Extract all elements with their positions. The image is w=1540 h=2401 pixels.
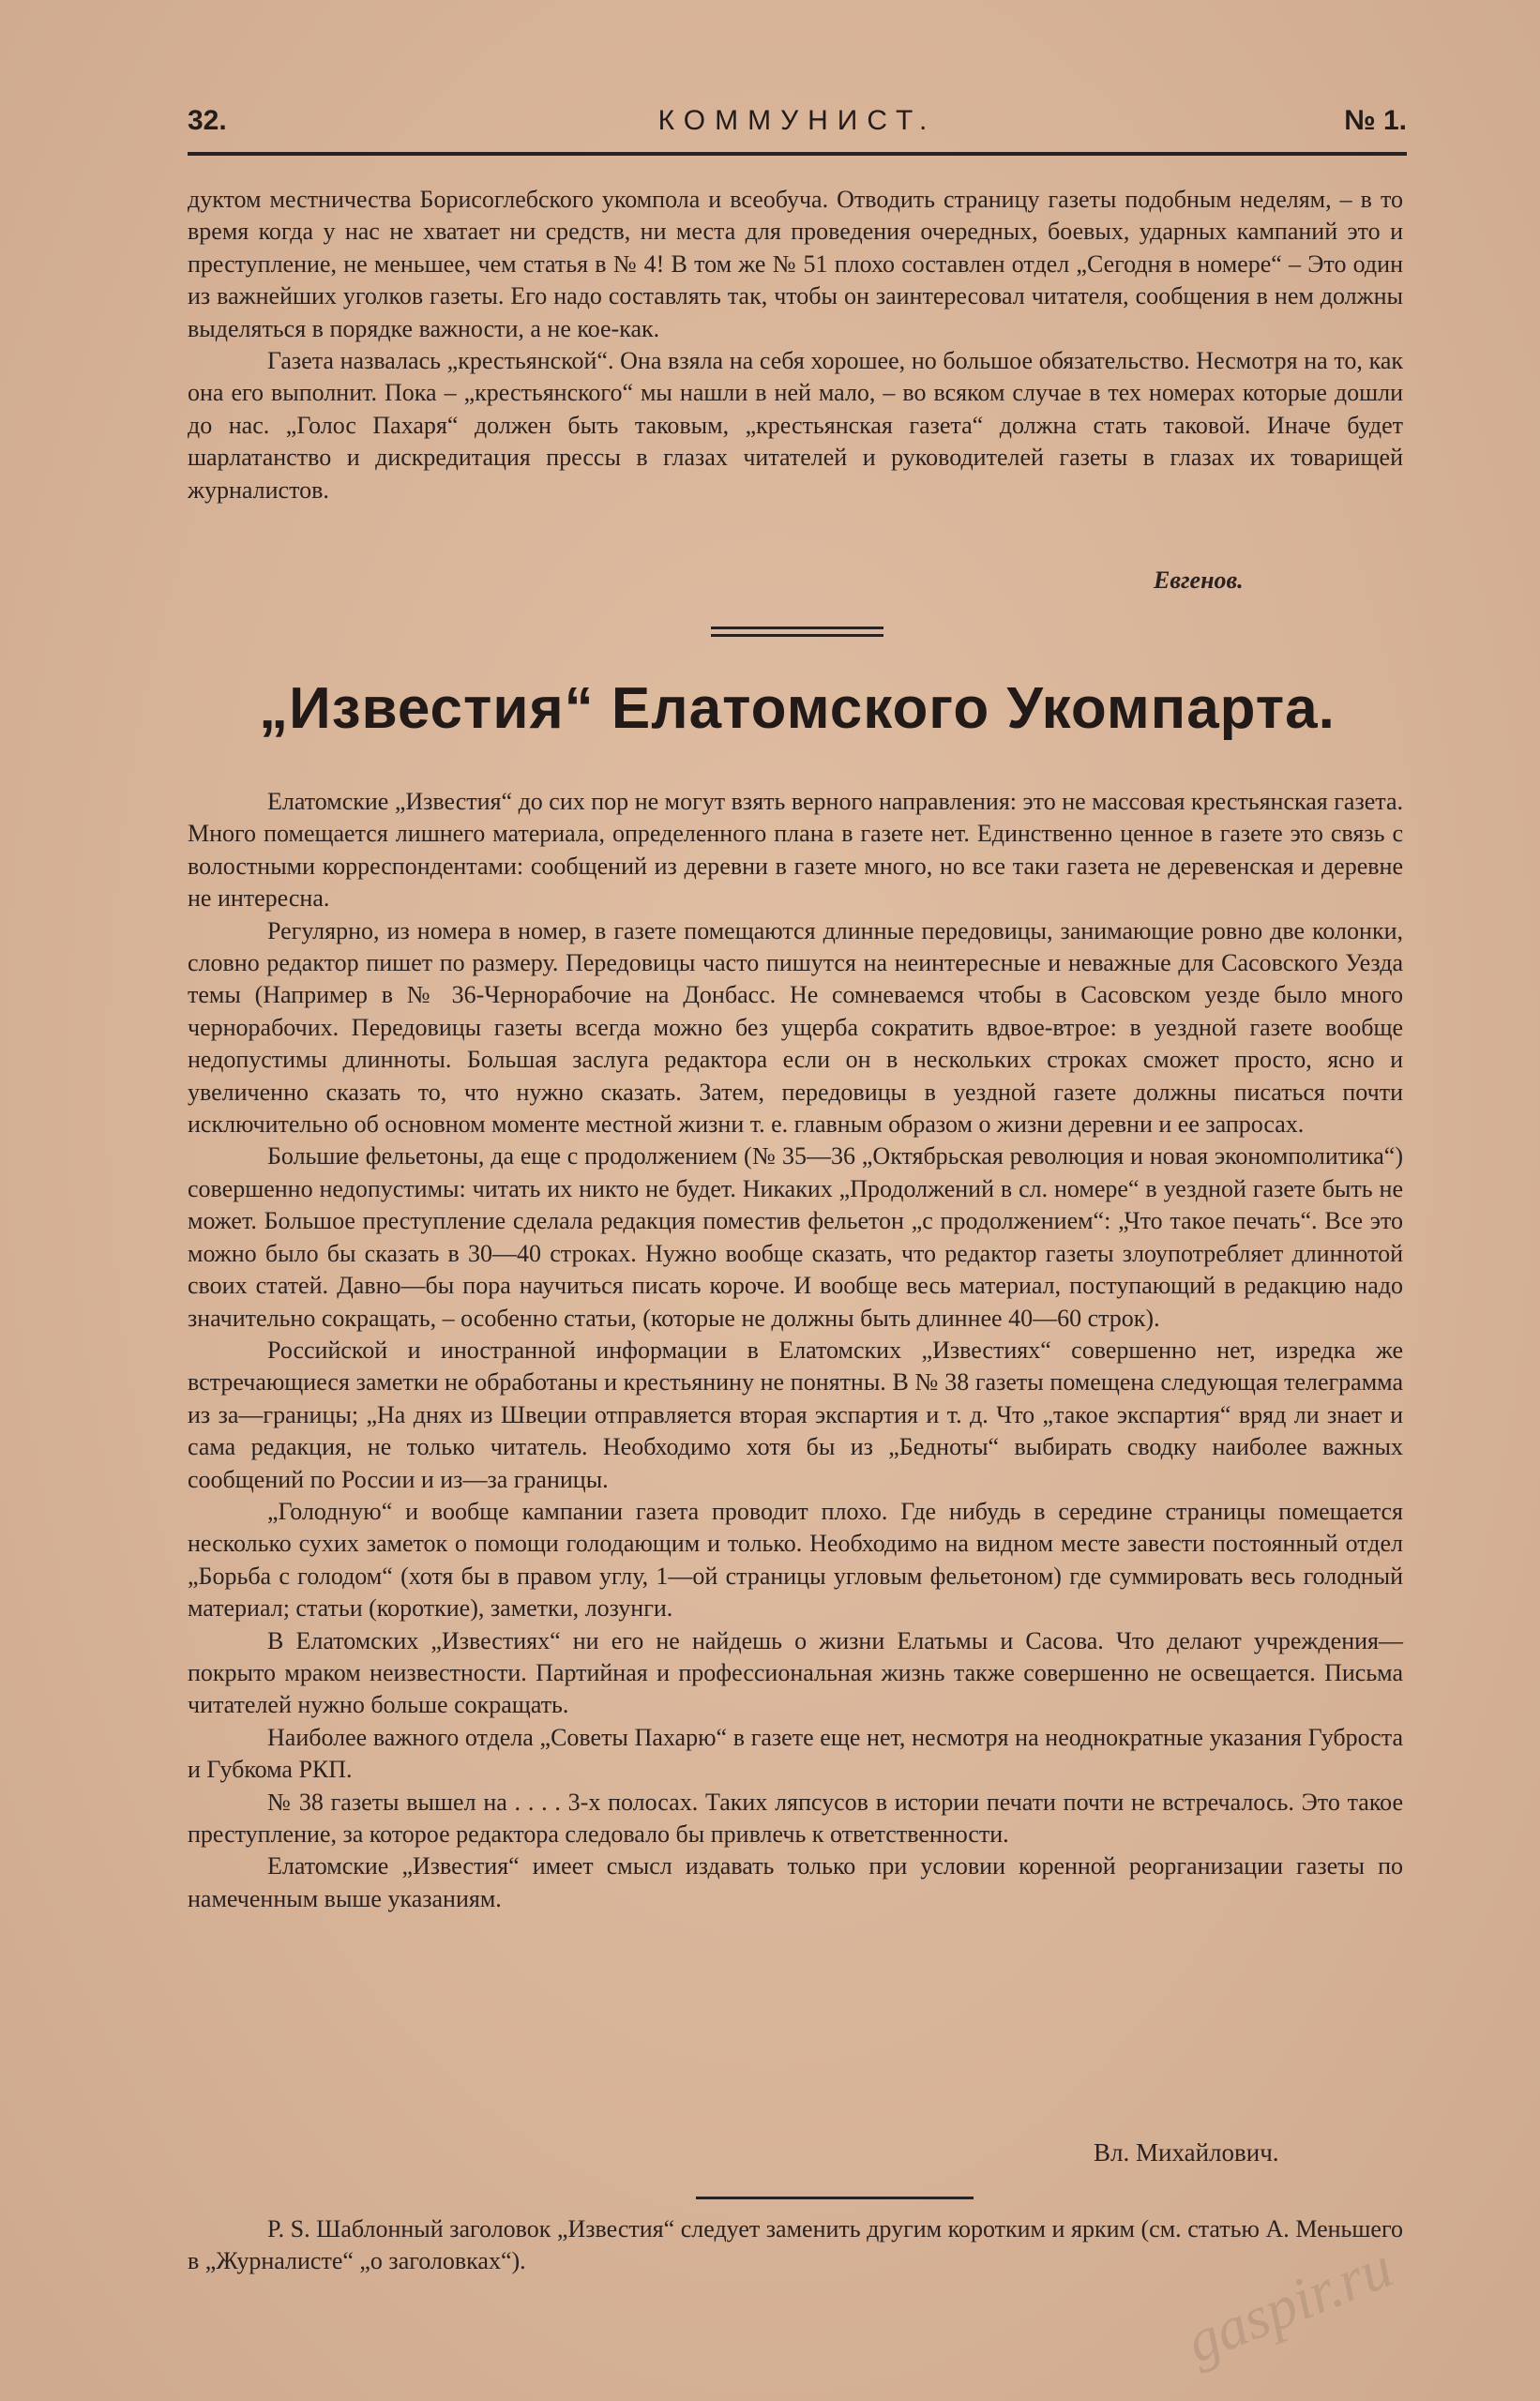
paragraph: Елатомские „Известия“ до сих пор не могут взять верного направления: это не массовая крестьянская газета. Много помещается лишнего материала, определенного плана в газете нет. Единственно ценное в газете это связь с волостными корреспондентами: сообщений из деревни в газете много, но все таки газета не деревенская и деревне не интересна.	[188, 788, 1403, 913]
header-rule	[188, 152, 1407, 156]
page-header	[188, 105, 1407, 148]
paragraph: Российской и иностранной информации в Елатомских „Известиях“ совершенно нет, изредка же встречающиеся заметки не обработаны и крестьянину не понятны. В № 38 газеты помещена следующая телеграмма из за—границы; „На днях из Швеции отправляется вторая экспартия и т. д. Что „такое экспартия“ вряд ли знает и сама редакция, не только читатель. Необходимо хотя бы из „Бедноты“ выбирать сводку наиболее важных сообщений по России и из—за границы.	[188, 1336, 1403, 1493]
paragraph: Елатомские „Известия“ имеет смысл издавать только при условии коренной реорганизации газеты по намеченным выше указаниям.	[188, 1852, 1403, 1912]
postscript-rule	[696, 2197, 974, 2199]
article-continuation	[188, 184, 1403, 506]
watermark: gaspir.ru	[1176, 2232, 1402, 2376]
postscript-text: P. S. Шаблонный заголовок „Известия“ следует заменить другим коротким и ярким (см. статью А. Меньшего в „Журналисте“ „о заголовках“).	[188, 2215, 1403, 2275]
paragraph: дуктом местничества Борисоглебского укомпола и всеобуча. Отводить страницу газеты подобным неделям, – в то время когда у нас не хватает ни средств, ни места для проведения очередных, боевых, ударных кампаний это и преступление, не меньшее, чем статья в № 4! В том же № 51 плохо составлен отдел „Сегодня в номере“ – Это один из важнейших уголков газеты. Его надо составлять так, чтобы он заинтересовал читателя, сообщения в нем должны выделяться в порядке важности, а не кое-как.	[188, 186, 1403, 342]
author-signature: Евгенов.	[1154, 566, 1244, 594]
article-body	[188, 786, 1403, 1915]
postscript	[188, 2213, 1403, 2278]
newspaper-title: КОММУНИСТ.	[657, 105, 937, 136]
page-number: 32.	[188, 105, 227, 136]
paragraph: Наиболее важного отдела „Советы Пахарю“ в газете еще нет, несмотря на неоднократные указания Губроста и Губкома РКП.	[188, 1723, 1403, 1784]
paragraph: В Елатомских „Известиях“ ни его не найдешь о жизни Елатьмы и Сасова. Что делают учреждения—покрыто мраком неизвестности. Партийная и профессиональная жизнь также совершенно не освещается. Письма читателей нужно больше сокращать.	[188, 1626, 1403, 1719]
section-divider	[711, 627, 883, 642]
paragraph: Регулярно, из номера в номер, в газете помещаются длинные передовицы, занимающие ровно две колонки, словно редактор пишет по размеру. Передовицы часто пишутся на неинтересные и неважные для Сасовского Уезда темы (Например в № 36-Чернорабочие на Донбасс. Не сомневаемся чтобы в Сасовском уезде было много чернорабочих. Передовицы газеты всегда можно без ущерба сократить вдвое-втрое: в уездной газете вообще недопустимы длинноты. Большая заслуга редактора если он в нескольких строках сможет просто, ясно и увеличенно сказать то, что нужно сказать. Затем, передовицы в уездной газете должны писаться почти исключительно об основном моменте местной жизни т. е. главным образом о жизни деревни и ее запросах.	[188, 916, 1403, 1139]
paragraph: „Голодную“ и вообще кампании газета проводит плохо. Где нибудь в середине страницы помещается несколько сухих заметок о помощи голодающим и только. Необходимо на видном месте завести постоянный отдел „Борьба с голодом“ (хотя бы в правом углу, 1—ой страницы угловым фельетоном) где суммировать весь голодный материал; статьи (короткие), заметки, лозунги.	[188, 1497, 1403, 1623]
article-headline: „Известия“ Елатомского Укомпарта.	[259, 676, 1336, 741]
paragraph: № 38 газеты вышел на . . . . 3-х полосах. Таких ляпсусов в истории печати почти не встречалось. Это такое преступление, за которое редактора следовало бы привлечь к ответственности.	[188, 1788, 1403, 1848]
paragraph: Большие фельетоны, да еще с продолжением (№ 35—36 „Октябрьская революция и новая экономполитика“) совершенно недопустимы: читать их никто не будет. Никаких „Продолжений в сл. номере“ в уездной газете быть не может. Большое преступление сделала редакция поместив фельетон „с продолжением“: „Что такое печать“. Все это можно было бы сказать в 30—40 строках. Нужно вообще сказать, что редактор газеты злоупотребляет длиннотой своих статей. Давно—бы пора научиться писать короче. И вообще весь материал, поступающий в редакцию надо значительно сокращать, – особенно статьи, (которые не должны быть длиннее 40—60 строк).	[188, 1142, 1403, 1332]
author-signature: Вл. Михайлович.	[1094, 2138, 1279, 2167]
issue-number: № 1.	[1344, 105, 1407, 136]
paragraph: Газета назвалась „крестьянской“. Она взяла на себя хорошее, но большое обязательство. Несмотря на то, как она его выполнит. Пока – „крестьянского“ мы нашли в ней мало, – во всяком случае в тех номерах которые дошли до нас. „Голос Пахаря“ должен быть таковым, „крестьянская газета“ должна стать таковой. Иначе будет шарлатанство и дискредитация прессы в глазах читателей и руководителей газеты в глазах их товарищей журналистов.	[188, 347, 1403, 504]
